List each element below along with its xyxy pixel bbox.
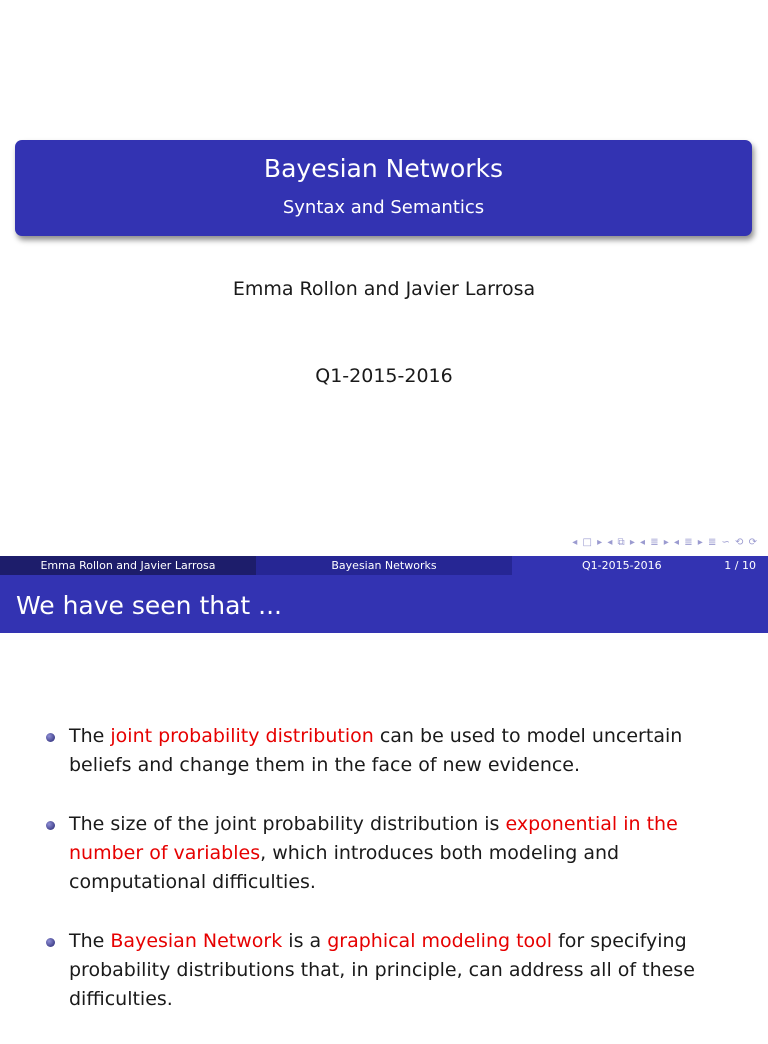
- footer-right: [512, 556, 768, 575]
- slide-subtitle: Syntax and Semantics: [282, 197, 485, 218]
- bullet-icon: [46, 938, 55, 947]
- highlight-text: Bayesian Network: [110, 930, 283, 952]
- highlight-text: graphical modeling tool: [327, 930, 553, 952]
- text: , which introduces both modeling and computational difficulties.: [69, 842, 620, 893]
- bullet-list: [46, 722, 726, 1044]
- footer-title: Bayesian Networks: [256, 556, 512, 575]
- text: for specifying probability distributions that, in principle, can address all of these difficulties.: [69, 930, 695, 1010]
- author: Emma Rollon and Javier Larrosa: [232, 278, 536, 300]
- bullet-icon: [46, 821, 55, 830]
- footer-date: Q1-2015-2016: [582, 559, 662, 572]
- navigation-controls[interactable]: ◂ □ ▸ ◂ ⧉ ▸ ◂ ≣ ▸ ◂ ≣ ▸ ≣ ∽ ⟲ ⟳: [572, 537, 758, 548]
- title-box: [15, 140, 752, 236]
- footer-bar: [0, 556, 768, 575]
- footer-author: Emma Rollon and Javier Larrosa: [0, 556, 256, 575]
- bullet-icon: [46, 733, 55, 742]
- highlight-text: joint probability distribution: [110, 725, 374, 747]
- list-item: [46, 722, 726, 780]
- text: The: [69, 725, 111, 747]
- text: The size of the joint probability distribution is: [69, 813, 506, 835]
- highlight-text: exponential in the number of variables: [69, 813, 678, 864]
- list-item: [46, 927, 726, 1014]
- frame-title: We have seen that ...: [0, 575, 768, 633]
- list-item: [46, 810, 726, 897]
- text: can be used to model uncertain beliefs and change them in the face of new evidence.: [69, 725, 683, 776]
- text: The: [69, 930, 111, 952]
- slide-title: Bayesian Networks: [263, 154, 504, 183]
- date: Q1-2015-2016: [315, 365, 453, 387]
- page-number: 1 / 10: [724, 559, 756, 572]
- text: is a: [282, 930, 328, 952]
